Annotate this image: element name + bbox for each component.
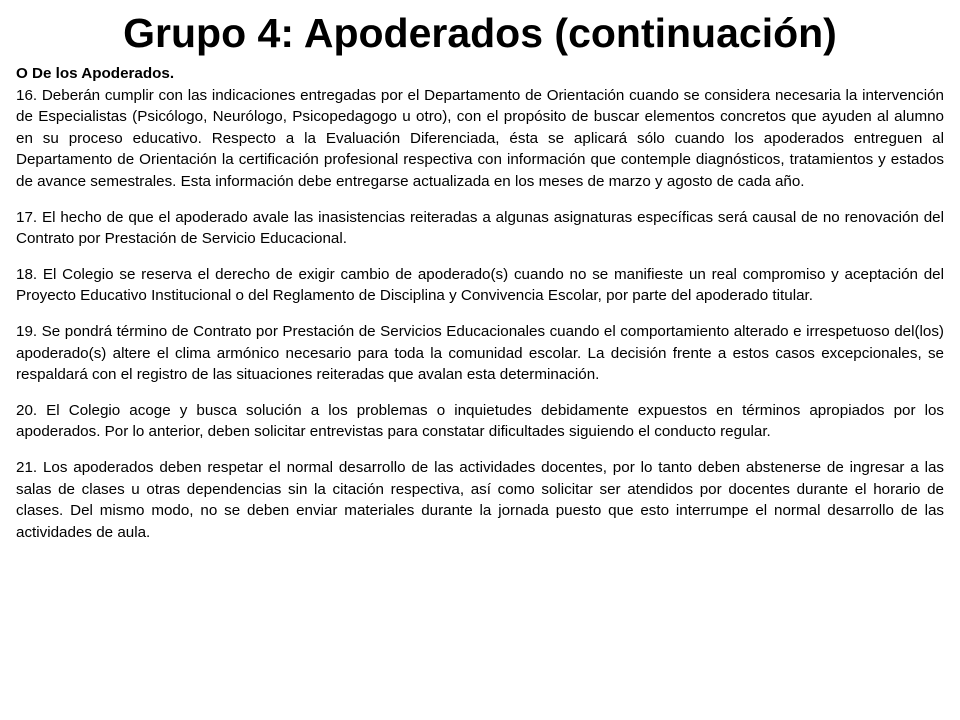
paragraph-21: 21. Los apoderados deben respetar el normal desarrollo de las actividades docentes, por lo tanto deben abstenerse de ingresar a las salas de clases u otras dependencias sin la citación respectiva, así como solicitar ser atendidos por docentes durante el horario de clases. Del mismo modo, no se deben enviar materiales durante la jornada puesto que esto interrumpe el normal desarrollo de las actividades de aula. — [16, 458, 944, 541]
section-heading: O De los Apoderados. — [16, 65, 175, 82]
paragraph-20: 20. El Colegio acoge y busca solución a los problemas o inquietudes debidamente expuestos en términos apropiados por los apoderados. Por lo anterior, deben solicitar entrevistas para constatar dificultades siguiendo el conducto regular. — [16, 401, 944, 441]
slide-title: Grupo 4: Apoderados (continuación) — [123, 10, 837, 56]
paragraph-19: 19. Se pondrá término de Contrato por Prestación de Servicios Educacionales cuando el comportamiento alterado e irrespetuoso del(los) apoderado(s) altere el clima armónico necesario para toda la comunidad escolar. La decisión frente a estos casos excepcionales, se respaldará con el registro de las situaciones reiteradas que avalan esta determinación. — [16, 322, 944, 384]
paragraph-18: 18. El Colegio se reserva el derecho de exigir cambio de apoderado(s) cuando no se manifieste un real compromiso y aceptación del Proyecto Educativo Institucional o del Reglamento de Disciplina y Convivencia Escolar, por parte del apoderado titular. — [16, 265, 944, 305]
paragraph-17: 17. El hecho de que el apoderado avale las inasistencias reiteradas a algunas asignaturas específicas será causal de no renovación del Contrato por Prestación de Servicio Educacional. — [16, 208, 944, 248]
paragraph-16: 16. Deberán cumplir con las indicaciones entregadas por el Departamento de Orientación cuando se considera necesaria la intervención de Especialistas (Psicólogo, Neurólogo, Psicopedagogo u otro), con el propósito de buscar elementos concretos que ayuden al alumno en su proceso educativo. Respecto a la Evaluación Diferenciada, ésta se aplicará sólo cuando los apoderados entreguen al Departamento de Orientación la certificación profesional respectiva con información que contemple diagnósticos, tratamientos y estados de avance semestrales. Esta información debe entregarse actualizada en los meses de marzo y agosto de cada año. — [16, 86, 944, 190]
slide-content — [16, 62, 944, 557]
